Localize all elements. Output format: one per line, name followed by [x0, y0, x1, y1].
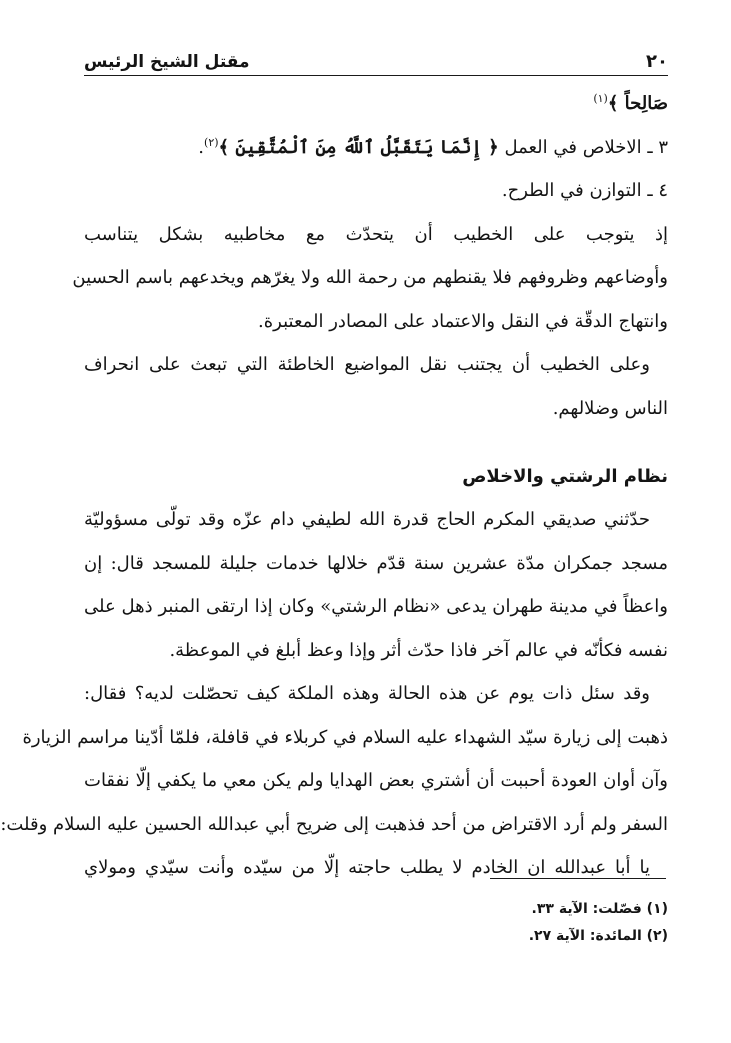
- paragraph-3-line-3: واعظاً في مدينة طهران يدعى «نظام الرشتي» وكان إذا ارتقى المنبر ذهل على: [84, 596, 668, 617]
- page-number: ٢٠: [646, 51, 668, 72]
- paragraph-3-line-1: حدّثني صديقي المكرم الحاج قدرة الله لطيفي دام عزّه وقد تولّى مسؤوليّة: [84, 509, 650, 530]
- footnote-rule: [490, 878, 666, 879]
- quran-verse-end: صَالِحاً ﴾: [607, 93, 668, 114]
- paragraph-2-line-2: الناس وضلالهم.: [552, 397, 668, 419]
- quran-verse: ﴿ إِنَّمَا يَتَقَبَّلُ ٱللَّهُ مِنَ ٱلْمُتَّقِينَ ﴾: [218, 136, 499, 158]
- paragraph-2-line-1: وعلى الخطيب أن يجتنب نقل المواضيع الخاطئة التي تبعث على انحراف: [84, 354, 650, 375]
- paragraph-4-line-3: وآن أوان العودة أحببت أن أشتري بعض الهدايا ولم يكن معي ما يكفي إلّا نفقات: [84, 770, 668, 791]
- paragraph-1-line-2: وأوضاعهم وظروفهم فلا يقنطهم من رحمة الله ولا يغرّهم ويخدعهم باسم الحسين: [72, 267, 668, 288]
- paragraph-4-line-1: وقد سئل ذات يوم عن هذه الحالة وهذه الملكة كيف تحصّلت لديه؟ فقال:: [84, 683, 650, 704]
- list-item-3: [84, 126, 668, 170]
- paragraph-3-line-2: مسجد جمكران مدّة عشرين سنة قدّم خلالها خدمات جليلة للمسجد قال: إن: [84, 552, 668, 574]
- footnote-ref-2: (٢): [204, 135, 219, 149]
- paragraph-1-line-3: وانتهاج الدقّة في النقل والاعتماد على المصادر المعتبرة.: [258, 310, 668, 332]
- section-heading: نظام الرشتي والاخلاص: [462, 466, 668, 487]
- paragraph-3-line-4: نفسه فكأنّه في عالم آخر فاذا حدّث أثر وإذا وعظ أبلغ في الموعظة.: [169, 639, 668, 661]
- page-header: [84, 44, 668, 72]
- footnote-1: (١) فصّلت: الآية ٣٣.: [531, 901, 668, 917]
- footnote-2: (٢) المائدة: الآية ٢٧.: [528, 928, 668, 944]
- paragraph-1-line-1: إذ يتوجب على الخطيب أن يتحدّث مع مخاطبيه بشكل يتناسب: [84, 223, 668, 245]
- running-title: مقتل الشيخ الرئيس: [84, 52, 250, 72]
- paragraph-4-line-5: يا أبا عبدالله ان الخادم لا يطلب حاجته إلّا من سيّده وأنت سيّدي ومولاي: [84, 857, 650, 878]
- header-rule: [84, 75, 668, 76]
- list-item-4: ٤ ـ التوازن في الطرح.: [501, 180, 668, 201]
- list-item-3-end: .: [198, 136, 205, 158]
- verse-continuation-line: [84, 82, 668, 126]
- footnote-ref-1: (١): [593, 92, 608, 105]
- paragraph-4-line-2: ذهبت إلى زيارة سيّد الشهداء عليه السلام في كربلاء في قافلة، فلمّا أدّينا مراسم الزيارة: [22, 726, 668, 748]
- footnotes: [84, 896, 668, 950]
- section-gap: [84, 430, 668, 456]
- list-item-3-text: ٣ ـ الاخلاص في العمل: [498, 136, 668, 158]
- paragraph-4-line-4: السفر ولم أرد الاقتراض من أحد فذهبت إلى ضريح أبي عبدالله الحسين عليه السلام وقلت:: [0, 813, 668, 835]
- page-body: [0, 82, 668, 890]
